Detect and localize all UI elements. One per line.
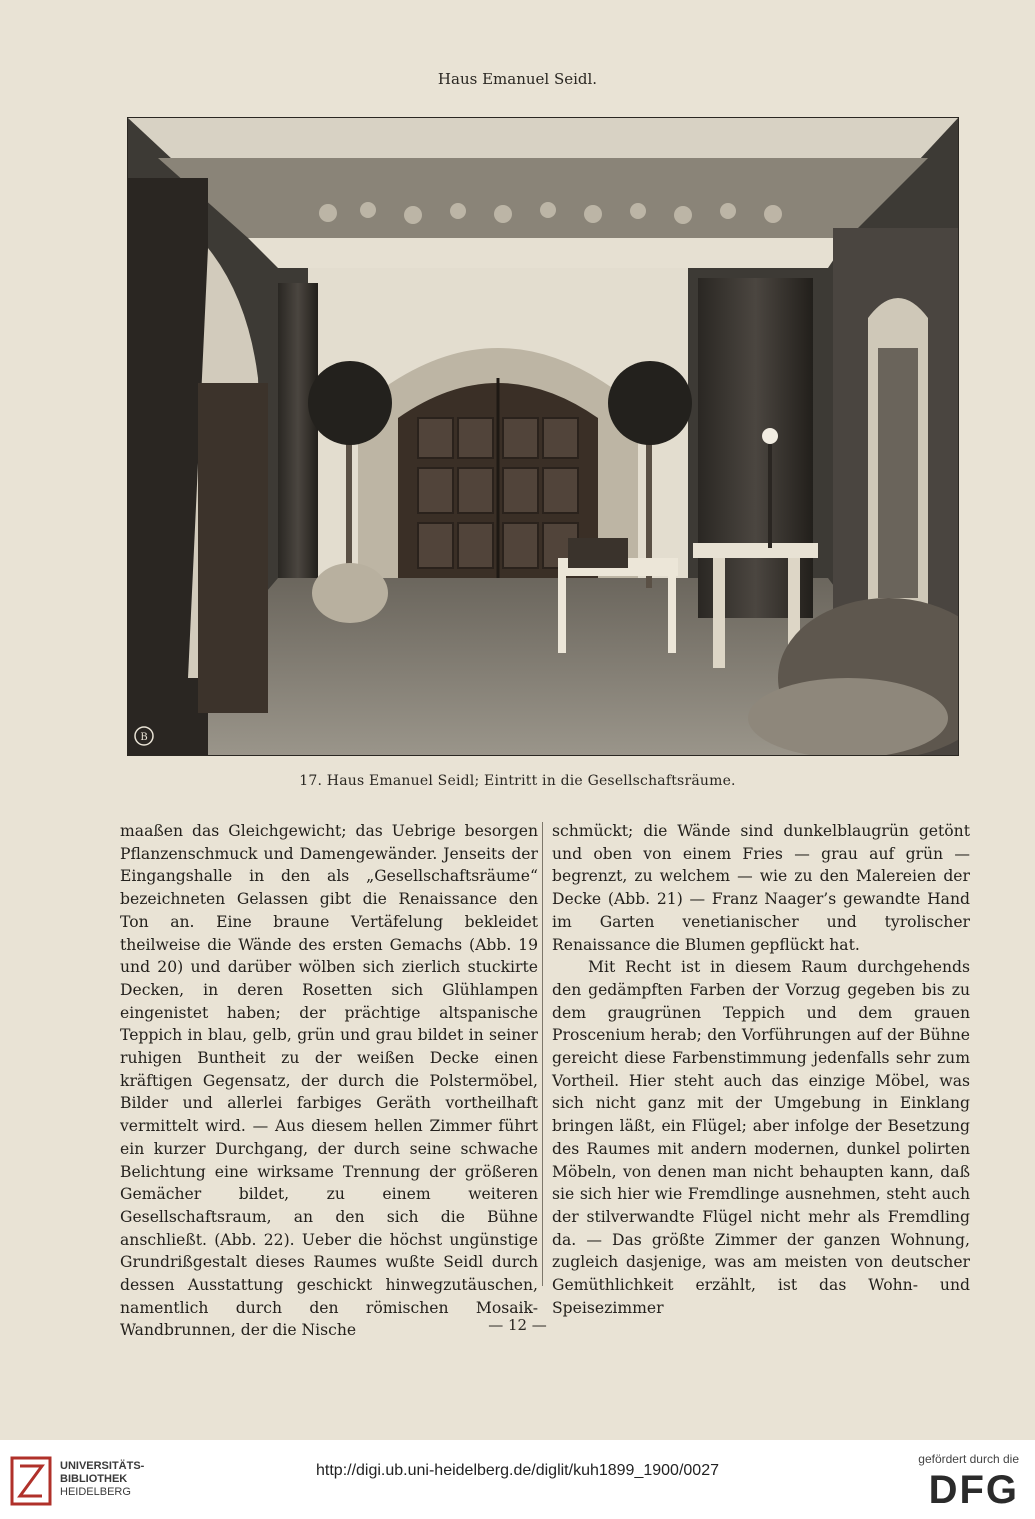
column-divider bbox=[542, 822, 543, 1286]
permalink-url[interactable]: http://digi.ub.uni-heidelberg.de/diglit/kuh1899_1900/0027 bbox=[316, 1462, 719, 1479]
library-name-line: UNIVERSITÄTS- bbox=[60, 1460, 145, 1472]
page-number: — 12 — bbox=[488, 1316, 547, 1334]
paragraph: schmückt; die Wände sind dunkelblaugrün getönt und oben von einem Fries — grau auf grün — begrenzt, zu welchem — wie zu den Malereien der Decke (Abb. 21) — Franz Naager’s gewandte Hand im Garten venetianischer und tyrolischer Renaissance die Blumen gepflückt hat. bbox=[552, 822, 970, 954]
text-column-left bbox=[120, 820, 538, 1342]
photo-monogram: B bbox=[140, 732, 148, 743]
running-title: Haus Emanuel Seidl. bbox=[437, 70, 598, 88]
digitization-footer bbox=[0, 1440, 1035, 1519]
dfg-logo: DFG bbox=[928, 1468, 1019, 1512]
text-column-right bbox=[552, 820, 970, 1319]
funding-note: gefördert durch die bbox=[918, 1452, 1019, 1466]
interior-photograph bbox=[127, 117, 959, 756]
interior-photo-illustration bbox=[128, 118, 958, 755]
paragraph: Mit Recht ist in diesem Raum durchgehends den gedämpften Farben der Vorzug gegeben bis zu dem graugrünen Teppich und dem grauen Proscenium herab; den Vorführungen auf der Bühne gereicht diese Farbenstimmung jedenfalls sehr zum Vortheil. Hier steht auch das einzige Möbel, was sich nicht ganz mit der Umgebung in Einklang bringen läßt, ein Flügel; aber infolge der Besetzung des Raumes mit andern modernen, dunkel polirten Möbeln, von denen man nicht behaupten kann, daß sie sich hier wie Fremdlinge ausnehmen, steht auch der stilverwandte Flügel nicht mehr als Fremdling da. — Das größte Zimmer der ganzen Wohnung, zugleich dasjenige, was am meisten von deutscher Gemüthlichkeit erzählt, ist das Wohn- und Speisezimmer bbox=[552, 958, 970, 1317]
library-name-line: HEIDELBERG bbox=[60, 1486, 131, 1498]
library-name-line: BIBLIOTHEK bbox=[60, 1473, 128, 1485]
figure-caption: 17. Haus Emanuel Seidl; Eintritt in die Gesellschaftsräume. bbox=[299, 773, 736, 789]
paragraph: maaßen das Gleichgewicht; das Uebrige besorgen Pflanzenschmuck und Damengewänder. Jenseits der Eingangshalle in den als „Gesellschaftsräume“ bezeichneten Gelassen gibt die Renaissance den Ton an. Eine braune Vertäfelung bekleidet theilweise die Wände des ersten Gemachs (Abb. 19 und 20) und darüber wölben sich zierlich stuckirte Decken, in deren Rosetten sich Glühlampen eingenistet haben; der prächtige altspanische Teppich in blau, gelb, grün und grau bildet in seiner ruhigen Buntheit zu der weißen Decke einen kräftigen Gegensatz, der durch die Polstermöbel, Bilder und allerlei farbiges Geräth vortheilhaft vermittelt wird. — Aus diesem hellen Zimmer führt ein kurzer Durchgang, der durch seine schwache Belichtung eine wirksame Trennung der größeren Gemächer bildet, zu einem weiteren Gesellschaftsraum, an den sich die Bühne anschließt. (Abb. 22). Ueber die höchst ungünstige Grundrißgestalt dieses Raumes wußte Seidl durch dessen Ausstattung geschickt hinwegzutäuschen, namentlich durch den römischen Mosaik-Wandbrunnen, der die Nische bbox=[120, 822, 538, 1340]
